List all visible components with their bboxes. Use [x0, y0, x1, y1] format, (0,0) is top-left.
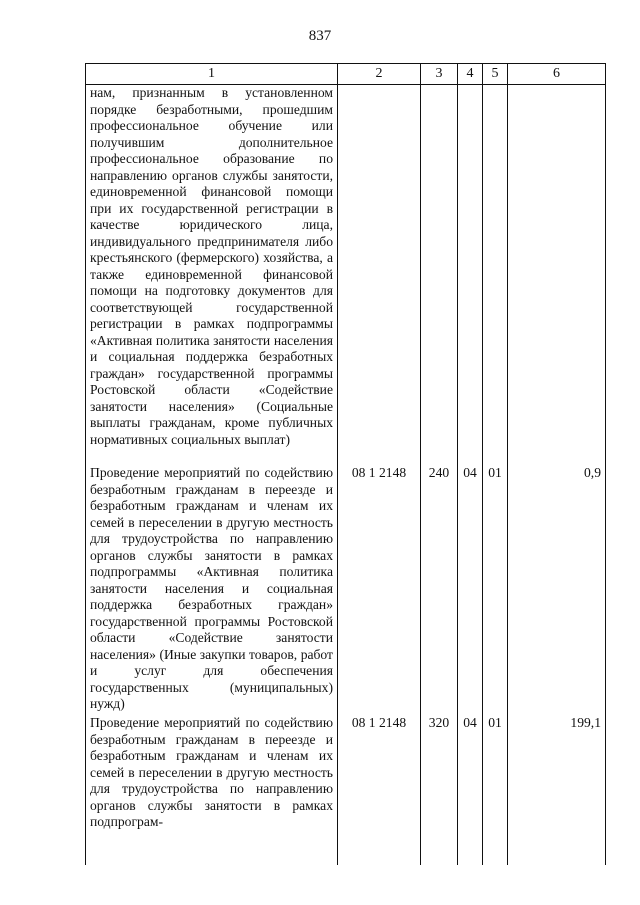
column-header-5: 5 — [483, 64, 508, 85]
row-target-article: 08 1 2148 — [338, 465, 421, 715]
row-subsection — [483, 85, 508, 466]
table-row — [86, 715, 606, 865]
row-target-article — [338, 85, 421, 466]
row-description: Проведение мероприятий по содействию безработным гражданам в переезде и безработным гражданам и членам их семей в переселении в другую местность для трудоустройства по направлению органов службы занятости в рамках подпрограммы «Активная политика занятости населения и социальная поддержка безработных граждан» государственной программы Ростовской области «Содействие занятости населения» (Иные закупки товаров, работ и услуг для обеспечения государственных (муниципальных) нужд) — [86, 465, 338, 715]
row-expense-type — [421, 85, 458, 466]
column-header-4: 4 — [458, 64, 483, 85]
column-header-1: 1 — [86, 64, 338, 85]
page-number: 837 — [308, 28, 332, 44]
row-target-article: 08 1 2148 — [338, 715, 421, 865]
row-section: 04 — [458, 465, 483, 715]
row-description: Проведение мероприятий по содействию безработным гражданам в переезде и безработным гражданам и членам их семей в переселении в другую местность для трудоустройства по направлению органов службы занятости в рамках подпрограм- — [86, 715, 338, 865]
column-header-6: 6 — [508, 64, 606, 85]
row-description: нам, признанным в установленном порядке безработными, прошедшим профессиональное обучение или получившим дополнительное профессиональное образование по направлению органов службы занятости, единовременной финансовой помощи при их государственной регистрации в качестве юридического лица, индивидуального предпринимателя либо крестьянского (фермерского) хозяйства, а также единовременной финансовой помощи на подготовку документов для соответствующей государственной регистрации в рамках подпрограммы «Активная политика занятости населения и социальная поддержка безработных граждан» государственной программы Ростовской области «Содействие занятости населения» (Социальные выплаты гражданам, кроме публичных нормативных социальных выплат) — [86, 85, 338, 466]
row-expense-type: 240 — [421, 465, 458, 715]
row-amount: 0,9 — [508, 465, 606, 715]
column-header-3: 3 — [421, 64, 458, 85]
table-row — [86, 85, 606, 466]
row-subsection: 01 — [483, 715, 508, 865]
row-section: 04 — [458, 715, 483, 865]
row-subsection: 01 — [483, 465, 508, 715]
row-section — [458, 85, 483, 466]
budget-table — [85, 63, 606, 865]
table-header-row — [86, 64, 606, 85]
row-amount: 199,1 — [508, 715, 606, 865]
column-header-2: 2 — [338, 64, 421, 85]
table-row — [86, 465, 606, 715]
row-expense-type: 320 — [421, 715, 458, 865]
row-amount — [508, 85, 606, 466]
